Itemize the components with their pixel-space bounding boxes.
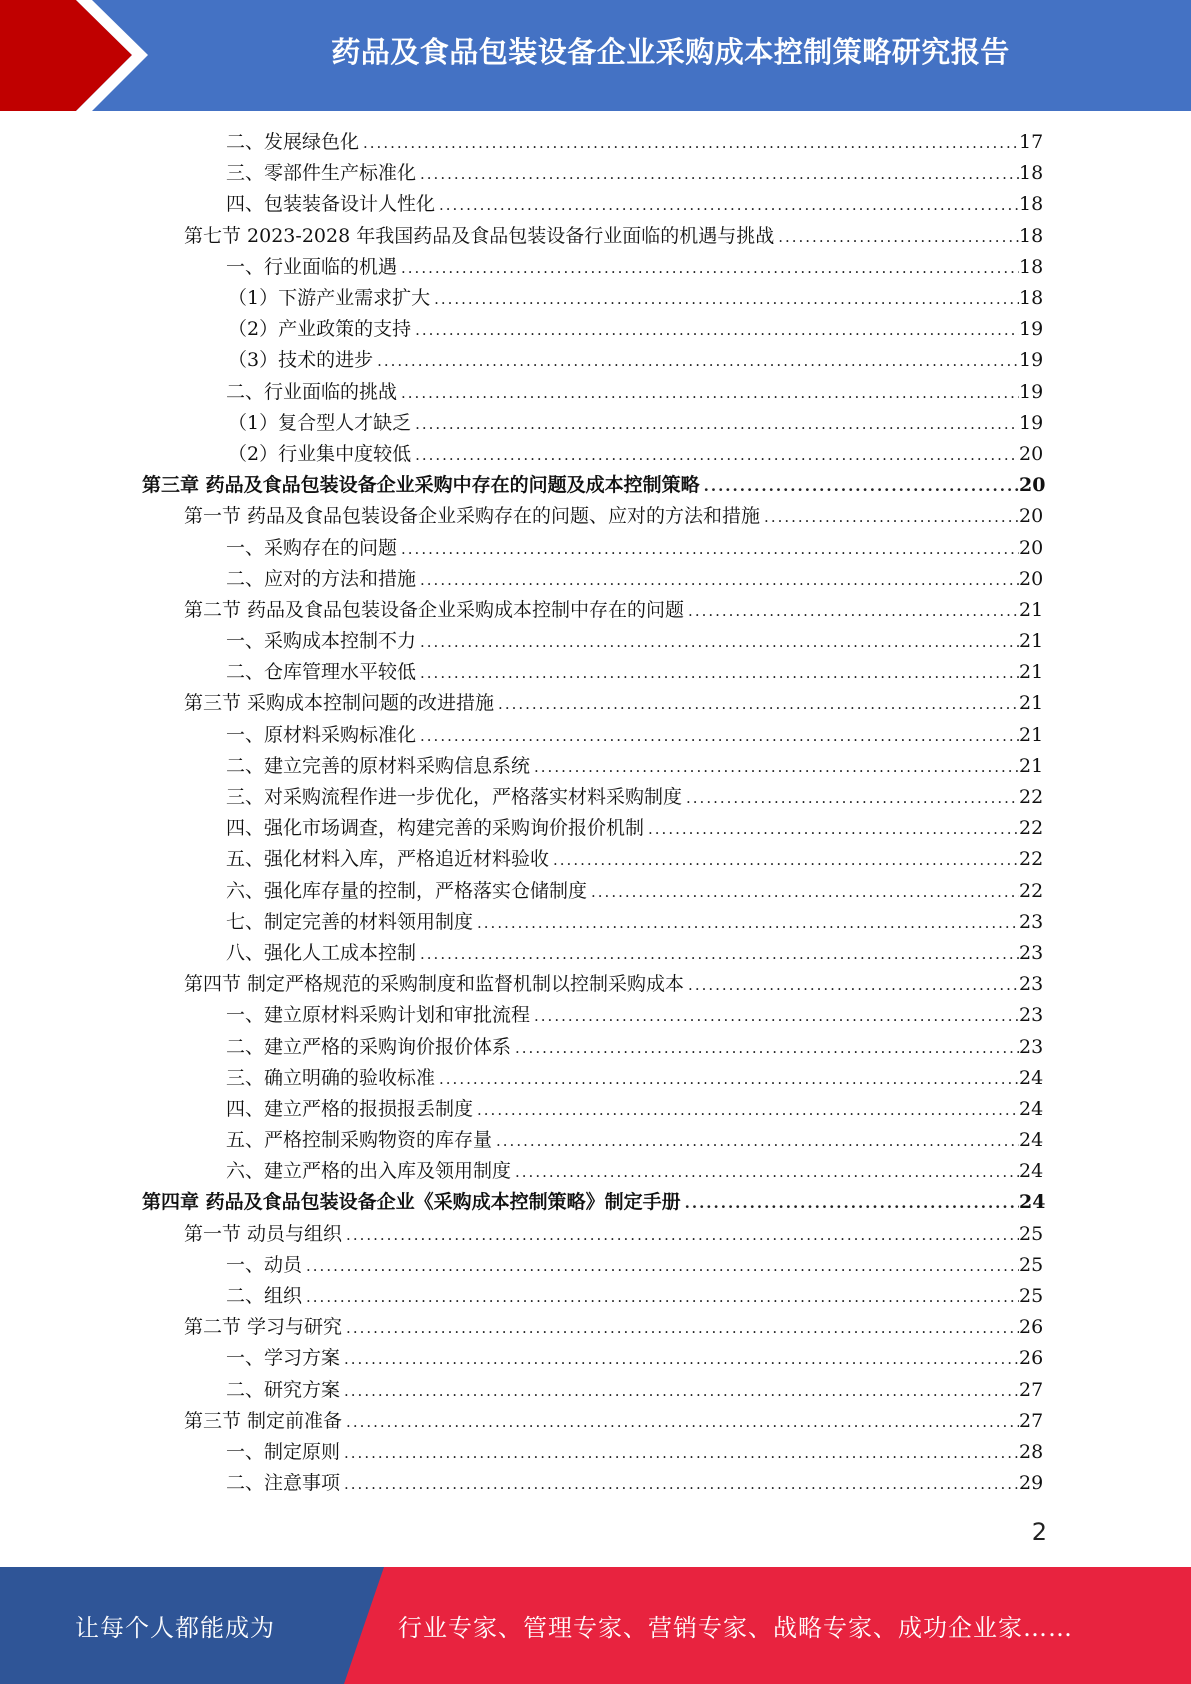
toc-entry-label: 一、建立原材料采购计划和审批流程 (226, 1004, 531, 1027)
toc-entry-page: 17 (1019, 131, 1044, 154)
toc-dot-leader (688, 604, 1019, 619)
toc-entry-label: 三、零部件生产标准化 (226, 162, 417, 185)
toc-dot-leader (477, 916, 1019, 931)
toc-item-entry[interactable] (0, 1437, 1191, 1468)
toc-entry-page: 21 (1019, 692, 1044, 715)
toc-dot-leader (515, 1165, 1019, 1180)
toc-entry-page: 28 (1019, 1440, 1044, 1463)
toc-dot-leader (434, 292, 1019, 307)
toc-entry-label: 一、行业面临的机遇 (226, 255, 398, 278)
toc-item-entry[interactable] (0, 1125, 1191, 1156)
toc-item-entry[interactable] (0, 782, 1191, 813)
toc-entry-page: 23 (1019, 910, 1044, 933)
toc-item-entry[interactable] (0, 813, 1191, 844)
toc-entry-label: 二、组织 (226, 1285, 303, 1308)
toc-entry-label: 七、制定完善的材料领用制度 (226, 910, 474, 933)
toc-section-entry[interactable] (0, 969, 1191, 1000)
toc-item-entry[interactable] (0, 314, 1191, 345)
toc-entry-label: 一、采购存在的问题 (226, 536, 398, 559)
toc-section-entry[interactable] (0, 1406, 1191, 1437)
toc-item-entry[interactable] (0, 408, 1191, 439)
toc-entry-label: （3）技术的进步 (228, 349, 374, 372)
toc-item-entry[interactable] (0, 907, 1191, 938)
toc-entry-label: 第三节 制定前准备 (184, 1409, 343, 1432)
toc-entry-label: 二、注意事项 (226, 1472, 341, 1495)
toc-entry-label: 第一节 药品及食品包装设备企业采购存在的问题、应对的方法和措施 (184, 505, 761, 528)
toc-entry-label: （1）下游产业需求扩大 (228, 287, 431, 310)
toc-item-entry[interactable] (0, 439, 1191, 470)
toc-item-entry[interactable] (0, 158, 1191, 189)
toc-section-entry[interactable] (0, 1312, 1191, 1343)
toc-dot-leader (415, 448, 1019, 463)
toc-entry-label: 二、发展绿色化 (226, 131, 360, 154)
toc-entry-label: 第一节 动员与组织 (184, 1222, 343, 1245)
toc-entry-label: 第二节 学习与研究 (184, 1316, 343, 1339)
toc-dot-leader (363, 136, 1019, 151)
toc-dot-leader (401, 542, 1019, 557)
toc-dot-leader (420, 729, 1019, 744)
toc-entry-page: 22 (1019, 848, 1044, 871)
toc-dot-leader (515, 1041, 1019, 1056)
toc-dot-leader (496, 1134, 1019, 1149)
toc-entry-page: 21 (1019, 630, 1044, 653)
toc-entry-label: 二、建立完善的原材料采购信息系统 (226, 754, 531, 777)
toc-entry-label: 一、学习方案 (226, 1347, 341, 1370)
toc-entry-page: 23 (1019, 941, 1044, 964)
toc-entry-page: 20 (1019, 536, 1044, 559)
toc-entry-label: 四、建立严格的报损报丢制度 (226, 1097, 474, 1120)
toc-dot-leader (377, 354, 1019, 369)
toc-entry-page: 26 (1019, 1347, 1044, 1370)
toc-entry-label: 三、对采购流程作进一步优化，严格落实材料采购制度 (226, 786, 683, 809)
toc-entry-page: 22 (1019, 786, 1044, 809)
toc-entry-page: 23 (1019, 1035, 1044, 1058)
toc-dot-leader (401, 386, 1019, 401)
toc-entry-label: 五、严格控制采购物资的库存量 (226, 1129, 493, 1152)
toc-item-entry[interactable] (0, 1343, 1191, 1374)
toc-chapter-entry[interactable] (0, 470, 1191, 501)
toc-entry-page: 21 (1019, 598, 1044, 621)
toc-entry-page: 25 (1019, 1222, 1044, 1245)
table-of-contents (0, 127, 1191, 1499)
toc-dot-leader (439, 1072, 1019, 1087)
toc-entry-label: 二、研究方案 (226, 1378, 341, 1401)
toc-entry-label: 四、包装装备设计人性化 (226, 193, 436, 216)
header-arrow-decoration (0, 0, 170, 111)
toc-section-entry[interactable] (0, 688, 1191, 719)
toc-dot-leader (306, 1259, 1019, 1274)
toc-entry-page: 22 (1019, 817, 1044, 840)
toc-dot-leader (439, 198, 1019, 213)
toc-dot-leader (534, 760, 1019, 775)
toc-entry-page: 27 (1019, 1409, 1044, 1432)
toc-entry-label: 四、强化市场调查，构建完善的采购询价报价机制 (226, 817, 645, 840)
toc-entry-page: 21 (1019, 723, 1044, 746)
toc-dot-leader (420, 666, 1019, 681)
toc-dot-leader (401, 261, 1019, 276)
toc-chapter-entry[interactable] (0, 1187, 1191, 1218)
toc-entry-label: 二、行业面临的挑战 (226, 380, 398, 403)
page-header (0, 0, 1191, 111)
toc-item-entry[interactable] (0, 938, 1191, 969)
toc-entry-label: 二、仓库管理水平较低 (226, 661, 417, 684)
toc-item-entry[interactable] (0, 1000, 1191, 1031)
footer-slogan-right: 行业专家、管理专家、营销专家、战略专家、成功企业家…… (398, 1614, 1073, 1642)
toc-entry-label: 第四节 制定严格规范的采购制度和监督机制以控制采购成本 (184, 973, 685, 996)
toc-dot-leader (344, 1352, 1019, 1367)
toc-item-entry[interactable] (0, 1063, 1191, 1094)
toc-dot-leader (477, 1103, 1019, 1118)
toc-entry-label: 第二节 药品及食品包装设备企业采购成本控制中存在的问题 (184, 598, 685, 621)
toc-entry-label: 八、强化人工成本控制 (226, 941, 417, 964)
toc-entry-label: 六、强化库存量的控制，严格落实仓储制度 (226, 879, 588, 902)
toc-entry-label: 六、建立严格的出入库及领用制度 (226, 1160, 512, 1183)
toc-dot-leader (685, 1196, 1019, 1211)
toc-entry-page: 24 (1019, 1191, 1046, 1214)
toc-entry-label: 一、制定原则 (226, 1440, 341, 1463)
toc-dot-leader (420, 573, 1019, 588)
toc-item-entry[interactable] (0, 720, 1191, 751)
toc-entry-label: 二、建立严格的采购询价报价体系 (226, 1035, 512, 1058)
toc-item-entry[interactable] (0, 1156, 1191, 1187)
toc-dot-leader (346, 1228, 1019, 1243)
footer-slogan-left: 让每个人都能成为 (75, 1614, 275, 1642)
toc-entry-label: （2）行业集中度较低 (228, 442, 412, 465)
toc-entry-label: 三、确立明确的验收标准 (226, 1066, 436, 1089)
toc-entry-page: 24 (1019, 1097, 1044, 1120)
toc-entry-page: 25 (1019, 1253, 1044, 1276)
toc-entry-page: 19 (1019, 349, 1044, 372)
toc-dot-leader (553, 853, 1019, 868)
toc-entry-page: 26 (1019, 1316, 1044, 1339)
toc-entry-page: 19 (1019, 380, 1044, 403)
toc-dot-leader (344, 1477, 1019, 1492)
toc-item-entry[interactable] (0, 532, 1191, 563)
toc-dot-leader (346, 1415, 1019, 1430)
toc-entry-label: 一、动员 (226, 1253, 303, 1276)
toc-entry-page: 23 (1019, 973, 1044, 996)
toc-dot-leader (498, 697, 1019, 712)
toc-dot-leader (648, 822, 1019, 837)
toc-dot-leader (344, 1446, 1019, 1461)
toc-dot-leader (778, 230, 1019, 245)
toc-section-entry[interactable] (0, 221, 1191, 252)
toc-dot-leader (686, 791, 1019, 806)
toc-item-entry[interactable] (0, 844, 1191, 875)
toc-item-entry[interactable] (0, 626, 1191, 657)
toc-entry-page: 22 (1019, 879, 1044, 902)
toc-entry-page: 27 (1019, 1378, 1044, 1401)
toc-entry-label: 第四章 药品及食品包装设备企业《采购成本控制策略》制定手册 (142, 1191, 681, 1214)
toc-dot-leader (420, 947, 1019, 962)
toc-entry-page: 21 (1019, 661, 1044, 684)
toc-dot-leader (420, 167, 1019, 182)
toc-item-entry[interactable] (0, 1281, 1191, 1312)
toc-dot-leader (591, 885, 1019, 900)
toc-item-entry[interactable] (0, 252, 1191, 283)
toc-section-entry[interactable] (0, 1219, 1191, 1250)
toc-dot-leader (306, 1290, 1019, 1305)
toc-entry-page: 23 (1019, 1004, 1044, 1027)
toc-dot-leader (346, 1321, 1019, 1336)
toc-entry-page: 25 (1019, 1285, 1044, 1308)
toc-dot-leader (415, 323, 1019, 338)
toc-entry-page: 18 (1019, 162, 1044, 185)
toc-item-entry[interactable] (0, 1031, 1191, 1062)
toc-entry-page: 20 (1019, 442, 1044, 465)
toc-item-entry[interactable] (0, 876, 1191, 907)
toc-entry-page: 18 (1019, 224, 1044, 247)
toc-entry-page: 19 (1019, 318, 1044, 341)
toc-entry-page: 24 (1019, 1066, 1044, 1089)
toc-item-entry[interactable] (0, 1094, 1191, 1125)
toc-item-entry[interactable] (0, 127, 1191, 158)
toc-entry-page: 20 (1019, 474, 1046, 497)
toc-entry-page: 19 (1019, 411, 1044, 434)
toc-item-entry[interactable] (0, 657, 1191, 688)
toc-entry-label: 第三节 采购成本控制问题的改进措施 (184, 692, 495, 715)
toc-entry-page: 21 (1019, 754, 1044, 777)
toc-item-entry[interactable] (0, 345, 1191, 376)
toc-dot-leader (764, 510, 1019, 525)
toc-item-entry[interactable] (0, 751, 1191, 782)
toc-entry-label: 一、原材料采购标准化 (226, 723, 417, 746)
toc-dot-leader (688, 978, 1019, 993)
toc-entry-label: 二、应对的方法和措施 (226, 567, 417, 590)
toc-entry-page: 20 (1019, 505, 1044, 528)
toc-item-entry[interactable] (0, 189, 1191, 220)
toc-dot-leader (704, 479, 1019, 494)
toc-entry-page: 24 (1019, 1160, 1044, 1183)
toc-entry-page: 29 (1019, 1472, 1044, 1495)
toc-entry-page: 18 (1019, 287, 1044, 310)
toc-item-entry[interactable] (0, 377, 1191, 408)
toc-entry-label: （2）产业政策的支持 (228, 318, 412, 341)
toc-entry-label: 第七节 2023-2028 年我国药品及食品包装设备行业面临的机遇与挑战 (184, 224, 775, 247)
toc-section-entry[interactable] (0, 595, 1191, 626)
toc-section-entry[interactable] (0, 501, 1191, 532)
toc-entry-page: 18 (1019, 255, 1044, 278)
toc-entry-label: 一、采购成本控制不力 (226, 630, 417, 653)
toc-entry-page: 20 (1019, 567, 1044, 590)
toc-dot-leader (415, 417, 1019, 432)
page-number: 2 (1031, 1518, 1047, 1546)
toc-entry-label: 五、强化材料入库，严格追近材料验收 (226, 848, 550, 871)
toc-dot-leader (534, 1009, 1019, 1024)
toc-entry-label: 第三章 药品及食品包装设备企业采购中存在的问题及成本控制策略 (142, 474, 700, 497)
toc-entry-page: 18 (1019, 193, 1044, 216)
toc-item-entry[interactable] (0, 1250, 1191, 1281)
document-title: 药品及食品包装设备企业采购成本控制策略研究报告 (331, 34, 1010, 69)
toc-item-entry[interactable] (0, 564, 1191, 595)
toc-entry-page: 24 (1019, 1129, 1044, 1152)
page-footer (0, 1567, 1191, 1684)
toc-dot-leader (344, 1384, 1019, 1399)
toc-dot-leader (420, 635, 1019, 650)
toc-item-entry[interactable] (0, 1375, 1191, 1406)
toc-item-entry[interactable] (0, 1468, 1191, 1499)
toc-item-entry[interactable] (0, 283, 1191, 314)
toc-entry-label: （1）复合型人才缺乏 (228, 411, 412, 434)
